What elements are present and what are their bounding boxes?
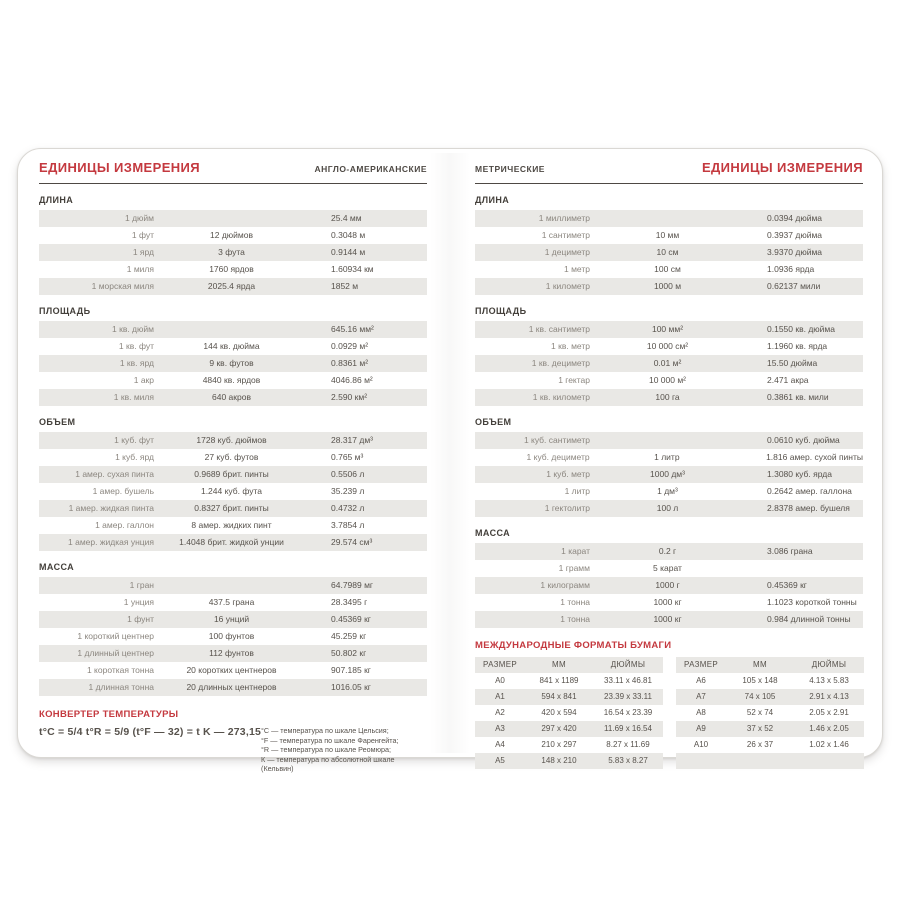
planner-spread bbox=[17, 148, 883, 774]
paper-inches: 11.69 x 16.54 bbox=[604, 724, 652, 733]
unit-value: 0.3048 м bbox=[331, 230, 366, 240]
table-row bbox=[475, 449, 863, 466]
paper-size: A8 bbox=[696, 708, 706, 717]
unit-value: 28.317 дм³ bbox=[331, 435, 373, 445]
paper-mm: 841 x 1189 bbox=[539, 676, 579, 685]
page-subtitle: МЕТРИЧЕСКИЕ bbox=[475, 164, 545, 174]
unit-value: 0.45369 кг bbox=[331, 614, 371, 624]
paper-row bbox=[475, 705, 663, 721]
temp-converter-title: КОНВЕРТЕР ТЕМПЕРАТУРЫ bbox=[39, 709, 179, 720]
paper-table-a bbox=[475, 657, 663, 769]
unit-equivalent: 10 см bbox=[656, 247, 679, 257]
paper-mm: 420 x 594 bbox=[541, 708, 577, 717]
table-row bbox=[39, 611, 427, 628]
paper-col-header-mm: ММ bbox=[552, 660, 566, 669]
section-volume bbox=[475, 417, 863, 517]
temp-notes bbox=[261, 726, 427, 774]
unit-value: 1.816 амер. сухой пинты bbox=[766, 452, 863, 462]
paper-size: A9 bbox=[696, 724, 706, 733]
unit-equivalent: 100 мм² bbox=[651, 324, 684, 334]
unit-equivalent: 27 куб. футов bbox=[204, 452, 259, 462]
paper-row bbox=[475, 689, 663, 705]
unit-value: 0.1550 кв. дюйма bbox=[767, 324, 835, 334]
unit-equivalent: 20 длинных центнеров bbox=[186, 682, 277, 692]
unit-equivalent: 16 унций bbox=[213, 614, 250, 624]
unit-name: 1 кв. фут bbox=[118, 341, 154, 351]
temp-converter bbox=[39, 709, 427, 774]
table-row bbox=[39, 244, 427, 261]
table-row bbox=[475, 577, 863, 594]
unit-equivalent: 144 кв. дюйма bbox=[203, 341, 260, 351]
unit-value: 0.3937 дюйма bbox=[767, 230, 823, 240]
unit-value: 28.3495 г bbox=[331, 597, 368, 607]
page-seam bbox=[430, 153, 470, 753]
unit-value: 4046.86 м² bbox=[331, 375, 373, 385]
table-row bbox=[475, 355, 863, 372]
paper-row bbox=[676, 721, 864, 737]
section-label: ПЛОЩАДЬ bbox=[475, 306, 527, 316]
table-row bbox=[39, 432, 427, 449]
paper-row bbox=[475, 721, 663, 737]
paper-inches bbox=[794, 753, 864, 769]
unit-value: 29.574 см³ bbox=[331, 537, 373, 547]
table-row bbox=[39, 679, 427, 696]
unit-equivalent: 0.2 г bbox=[658, 546, 677, 556]
temp-formula: t°C = 5/4 t°R = 5/9 (t°F — 32) = t K — 273,15 bbox=[39, 726, 262, 738]
section-label: ОБЪЕМ bbox=[39, 417, 76, 427]
unit-equivalent: 640 акров bbox=[212, 392, 251, 402]
unit-equivalent: 1 литр bbox=[654, 452, 680, 462]
paper-row bbox=[676, 753, 864, 769]
paper-formats-title: МЕЖДУНАРОДНЫЕ ФОРМАТЫ БУМАГИ bbox=[475, 640, 672, 651]
section-label: МАССА bbox=[39, 562, 75, 572]
unit-equivalent: 4840 кв. ярдов bbox=[202, 375, 261, 385]
paper-mm bbox=[726, 753, 794, 769]
unit-value: 0.0929 м² bbox=[331, 341, 369, 351]
section-label: ДЛИНА bbox=[475, 195, 510, 205]
paper-inches: 8.27 x 11.69 bbox=[606, 740, 650, 749]
table-row bbox=[39, 355, 427, 372]
units-table bbox=[39, 577, 427, 696]
section-label: ОБЪЕМ bbox=[475, 417, 512, 427]
paper-mm: 37 x 52 bbox=[746, 724, 774, 733]
units-table bbox=[475, 321, 863, 406]
table-row bbox=[39, 338, 427, 355]
paper-inches: 1.46 x 2.05 bbox=[809, 724, 849, 733]
unit-name: 1 кв. ярд bbox=[119, 358, 154, 368]
temp-note: °R — температура по шкале Реомюра; bbox=[261, 745, 391, 755]
paper-mm: 26 x 37 bbox=[746, 740, 774, 749]
unit-value bbox=[745, 560, 863, 577]
section-area bbox=[475, 306, 863, 406]
section-label: МАССА bbox=[475, 528, 511, 538]
unit-name: 1 куб. ярд bbox=[115, 452, 154, 462]
table-row bbox=[475, 483, 863, 500]
unit-name: 1 грамм bbox=[558, 563, 590, 573]
page-title: ЕДИНИЦЫ ИЗМЕРЕНИЯ bbox=[39, 160, 201, 175]
unit-equivalent bbox=[154, 321, 309, 338]
section-length bbox=[475, 195, 863, 295]
unit-value: 25.4 мм bbox=[331, 213, 362, 223]
unit-equivalent: 1000 кг bbox=[653, 597, 682, 607]
paper-header-row bbox=[676, 657, 864, 673]
unit-equivalent: 3 фута bbox=[218, 247, 245, 257]
unit-equivalent: 100 л bbox=[656, 503, 679, 513]
units-table bbox=[39, 321, 427, 406]
unit-value: 2.590 км² bbox=[331, 392, 368, 402]
paper-inches: 1.02 x 1.46 bbox=[809, 740, 849, 749]
unit-name: 1 кв. дециметр bbox=[531, 358, 590, 368]
table-row bbox=[475, 389, 863, 406]
paper-col-header-size: РАЗМЕР bbox=[683, 660, 718, 669]
paper-col-header-size: РАЗМЕР bbox=[482, 660, 517, 669]
paper-size: A1 bbox=[495, 692, 505, 701]
paper-row bbox=[676, 705, 864, 721]
unit-value: 1852 м bbox=[331, 281, 359, 291]
paper-header-row bbox=[475, 657, 663, 673]
units-table bbox=[39, 210, 427, 295]
paper-formats bbox=[475, 640, 863, 769]
unit-value: 645.16 мм² bbox=[331, 324, 374, 334]
unit-name: 1 миллиметр bbox=[538, 213, 590, 223]
unit-value: 0.8361 м² bbox=[331, 358, 369, 368]
unit-name: 1 тонна bbox=[560, 597, 590, 607]
section-area bbox=[39, 306, 427, 406]
table-row bbox=[475, 432, 863, 449]
page-subtitle: АНГЛО-АМЕРИКАНСКИЕ bbox=[314, 164, 427, 174]
unit-name: 1 гран bbox=[129, 580, 154, 590]
paper-mm: 74 x 105 bbox=[744, 692, 776, 701]
unit-name: 1 кв. сантиметр bbox=[528, 324, 590, 334]
unit-value: 0.3861 кв. мили bbox=[767, 392, 829, 402]
unit-equivalent: 1.244 куб. фута bbox=[200, 486, 263, 496]
table-row bbox=[39, 278, 427, 295]
unit-name: 1 унция bbox=[123, 597, 154, 607]
paper-tables bbox=[475, 657, 863, 769]
unit-name: 1 гектар bbox=[558, 375, 590, 385]
table-row bbox=[475, 278, 863, 295]
paper-inches: 23.39 x 33.11 bbox=[604, 692, 652, 701]
unit-name: 1 литр bbox=[564, 486, 590, 496]
units-table bbox=[475, 210, 863, 295]
unit-value: 0.2642 амер. галлона bbox=[767, 486, 852, 496]
table-row bbox=[39, 534, 427, 551]
unit-value: 0.5506 л bbox=[331, 469, 365, 479]
unit-equivalent: 1000 г bbox=[655, 580, 680, 590]
page-header bbox=[39, 160, 427, 184]
unit-equivalent: 0.8327 брит. пинты bbox=[194, 503, 269, 513]
unit-equivalent: 9 кв. футов bbox=[209, 358, 254, 368]
paper-row bbox=[676, 737, 864, 753]
unit-name: 1 миля bbox=[126, 264, 154, 274]
table-row bbox=[39, 577, 427, 594]
unit-name: 1 килограмм bbox=[540, 580, 590, 590]
table-row bbox=[39, 594, 427, 611]
unit-equivalent: 5 карат bbox=[653, 563, 682, 573]
unit-value: 0.984 длинной тонны bbox=[767, 614, 851, 624]
unit-value: 0.0394 дюйма bbox=[767, 213, 823, 223]
unit-name: 1 кв. дюйм bbox=[112, 324, 154, 334]
paper-size: A0 bbox=[495, 676, 505, 685]
units-table bbox=[39, 432, 427, 551]
unit-equivalent: 1 дм³ bbox=[657, 486, 678, 496]
unit-name: 1 фут bbox=[131, 230, 154, 240]
table-row bbox=[39, 261, 427, 278]
unit-name: 1 кв. миля bbox=[113, 392, 154, 402]
unit-value: 2.8378 амер. бушеля bbox=[767, 503, 850, 513]
unit-equivalent: 2025.4 ярда bbox=[207, 281, 256, 291]
unit-name: 1 акр bbox=[133, 375, 154, 385]
unit-name: 1 куб. сантиметр bbox=[523, 435, 590, 445]
unit-value: 1.60934 км bbox=[331, 264, 374, 274]
table-row bbox=[475, 261, 863, 278]
paper-inches: 33.11 x 46.81 bbox=[604, 676, 652, 685]
page-right bbox=[475, 158, 863, 765]
paper-inches: 16.54 x 23.39 bbox=[603, 708, 653, 717]
unit-value: 1.3080 куб. ярда bbox=[767, 469, 832, 479]
paper-inches: 4.13 x 5.83 bbox=[809, 676, 849, 685]
unit-equivalent: 10 мм bbox=[655, 230, 680, 240]
unit-name: 1 дюйм bbox=[124, 213, 154, 223]
unit-equivalent bbox=[154, 210, 309, 227]
unit-name: 1 короткий центнер bbox=[77, 631, 154, 641]
section-mass bbox=[475, 528, 863, 628]
unit-equivalent: 10 000 см² bbox=[646, 341, 689, 351]
paper-mm: 105 x 148 bbox=[742, 676, 778, 685]
table-row bbox=[39, 628, 427, 645]
paper-row bbox=[676, 689, 864, 705]
paper-mm: 210 x 297 bbox=[541, 740, 577, 749]
table-row bbox=[39, 449, 427, 466]
paper-inches: 2.05 x 2.91 bbox=[809, 708, 849, 717]
unit-name: 1 фунт bbox=[127, 614, 154, 624]
unit-name: 1 амер. сухая пинта bbox=[75, 469, 154, 479]
paper-size: A3 bbox=[495, 724, 505, 733]
table-row bbox=[39, 210, 427, 227]
section-label: ПЛОЩАДЬ bbox=[39, 306, 91, 316]
unit-value: 0.45369 кг bbox=[767, 580, 807, 590]
unit-value: 1.1023 короткой тонны bbox=[767, 597, 857, 607]
unit-value: 2.471 акра bbox=[767, 375, 809, 385]
unit-equivalent: 1000 дм³ bbox=[650, 469, 685, 479]
section-length bbox=[39, 195, 427, 295]
section-mass bbox=[39, 562, 427, 696]
table-row bbox=[39, 517, 427, 534]
unit-name: 1 амер. бушель bbox=[92, 486, 154, 496]
unit-equivalent: 0.9689 брит. пинты bbox=[194, 469, 269, 479]
paper-row bbox=[676, 673, 864, 689]
paper-row bbox=[475, 753, 663, 769]
paper-size: A2 bbox=[495, 708, 505, 717]
paper-mm: 594 x 841 bbox=[541, 692, 577, 701]
table-row bbox=[39, 466, 427, 483]
unit-equivalent: 12 дюймов bbox=[210, 230, 253, 240]
table-row bbox=[39, 483, 427, 500]
unit-name: 1 дециметр bbox=[544, 247, 590, 257]
table-row bbox=[475, 210, 863, 227]
table-row bbox=[475, 594, 863, 611]
unit-equivalent bbox=[590, 432, 745, 449]
unit-name: 1 ярд bbox=[132, 247, 154, 257]
table-row bbox=[475, 466, 863, 483]
unit-value: 1016.05 кг bbox=[331, 682, 371, 692]
table-row bbox=[475, 543, 863, 560]
unit-name: 1 гектолитр bbox=[544, 503, 590, 513]
temp-note: °C — температура по шкале Цельсия; bbox=[261, 726, 389, 735]
unit-name: 1 длинная тонна bbox=[88, 682, 154, 692]
unit-name: 1 сантиметр bbox=[541, 230, 590, 240]
unit-value: 0.0610 куб. дюйма bbox=[767, 435, 840, 445]
unit-value: 35.239 л bbox=[331, 486, 365, 496]
unit-value: 1.1960 кв. ярда bbox=[767, 341, 828, 351]
section-volume bbox=[39, 417, 427, 551]
unit-equivalent: 1760 ярдов bbox=[209, 264, 254, 274]
unit-equivalent: 1.4048 брит. жидкой унции bbox=[179, 537, 284, 547]
table-row bbox=[475, 338, 863, 355]
temp-note: К — температура по абсолютной шкале (Кельвин) bbox=[261, 754, 395, 774]
unit-name: 1 длинный центнер bbox=[77, 648, 154, 658]
unit-name: 1 куб. фут bbox=[114, 435, 154, 445]
unit-value: 64.7989 мг bbox=[331, 580, 374, 590]
unit-value: 0.9144 м bbox=[331, 247, 366, 257]
unit-value: 0.765 м³ bbox=[331, 452, 364, 462]
paper-mm: 52 x 74 bbox=[746, 708, 774, 717]
unit-equivalent: 20 коротких центнеров bbox=[186, 665, 277, 675]
unit-equivalent: 10 000 м² bbox=[648, 375, 687, 385]
page-header bbox=[475, 160, 863, 184]
unit-value: 15.50 дюйма bbox=[767, 358, 818, 368]
temp-converter-body bbox=[39, 726, 427, 774]
unit-equivalent: 100 га bbox=[655, 392, 680, 402]
unit-name: 1 морская миля bbox=[91, 281, 154, 291]
paper-size: A6 bbox=[696, 676, 706, 685]
paper-size bbox=[676, 753, 726, 769]
unit-equivalent bbox=[154, 577, 309, 594]
unit-name: 1 кв. километр bbox=[532, 392, 590, 402]
unit-name: 1 куб. метр bbox=[546, 469, 590, 479]
unit-equivalent: 1728 куб. дюймов bbox=[196, 435, 267, 445]
unit-equivalent: 112 фунтов bbox=[209, 648, 254, 658]
unit-name: 1 амер. жидкая пинта bbox=[68, 503, 154, 513]
paper-row bbox=[475, 673, 663, 689]
unit-name: 1 метр bbox=[564, 264, 590, 274]
unit-value: 1.0936 ярда bbox=[767, 264, 815, 274]
paper-inches: 5.83 x 8.27 bbox=[608, 756, 648, 765]
table-row bbox=[39, 227, 427, 244]
unit-equivalent: 100 фунтов bbox=[208, 631, 255, 641]
table-row bbox=[475, 611, 863, 628]
page-title: ЕДИНИЦЫ ИЗМЕРЕНИЯ bbox=[701, 160, 863, 175]
table-row bbox=[39, 645, 427, 662]
table-row bbox=[39, 372, 427, 389]
temp-note: °F — температура по шкале Фаренгейта; bbox=[261, 735, 399, 745]
unit-name: 1 амер. галлон bbox=[95, 520, 154, 530]
table-row bbox=[39, 662, 427, 679]
table-row bbox=[475, 321, 863, 338]
table-row bbox=[39, 389, 427, 406]
unit-equivalent: 0.01 м² bbox=[653, 358, 682, 368]
units-table bbox=[475, 432, 863, 517]
paper-mm: 148 x 210 bbox=[541, 756, 577, 765]
table-row bbox=[39, 321, 427, 338]
unit-name: 1 километр bbox=[545, 281, 590, 291]
paper-size: A10 bbox=[693, 740, 709, 749]
unit-equivalent: 100 см bbox=[654, 264, 681, 274]
paper-mm: 297 x 420 bbox=[541, 724, 577, 733]
page-left bbox=[39, 158, 427, 774]
table-row bbox=[39, 500, 427, 517]
unit-value: 3.7854 л bbox=[331, 520, 365, 530]
unit-equivalent bbox=[590, 210, 745, 227]
unit-value: 0.4732 л bbox=[331, 503, 365, 513]
section-label: ДЛИНА bbox=[39, 195, 74, 205]
unit-name: 1 короткая тонна bbox=[86, 665, 154, 675]
table-row bbox=[475, 500, 863, 517]
paper-inches: 2.91 x 4.13 bbox=[809, 692, 849, 701]
paper-size: A5 bbox=[495, 756, 505, 765]
unit-equivalent: 1000 кг bbox=[653, 614, 682, 624]
unit-name: 1 куб. дециметр bbox=[526, 452, 590, 462]
paper-table-b bbox=[676, 657, 864, 769]
unit-equivalent: 437.5 грана bbox=[208, 597, 255, 607]
paper-col-header-mm: ММ bbox=[753, 660, 767, 669]
paper-size: A4 bbox=[495, 740, 505, 749]
paper-col-header-inch: ДЮЙМЫ bbox=[811, 660, 847, 669]
unit-equivalent: 8 амер. жидких пинт bbox=[191, 520, 272, 530]
unit-value: 50.802 кг bbox=[331, 648, 367, 658]
paper-row bbox=[475, 737, 663, 753]
unit-name: 1 тонна bbox=[560, 614, 590, 624]
table-row bbox=[475, 560, 863, 577]
unit-equivalent: 1000 м bbox=[653, 281, 682, 291]
table-row bbox=[475, 244, 863, 261]
paper-col-header-inch: ДЮЙМЫ bbox=[610, 660, 646, 669]
unit-value: 3.086 грана bbox=[767, 546, 813, 556]
unit-value: 45.259 кг bbox=[331, 631, 367, 641]
paper-size: A7 bbox=[696, 692, 706, 701]
units-table bbox=[475, 543, 863, 628]
unit-value: 907.185 кг bbox=[331, 665, 371, 675]
table-row bbox=[475, 372, 863, 389]
table-row bbox=[475, 227, 863, 244]
unit-name: 1 амер. жидкая унция bbox=[68, 537, 154, 547]
unit-name: 1 карат bbox=[561, 546, 590, 556]
unit-value: 3.9370 дюйма bbox=[767, 247, 823, 257]
unit-name: 1 кв. метр bbox=[551, 341, 590, 351]
unit-value: 0.62137 мили bbox=[767, 281, 821, 291]
